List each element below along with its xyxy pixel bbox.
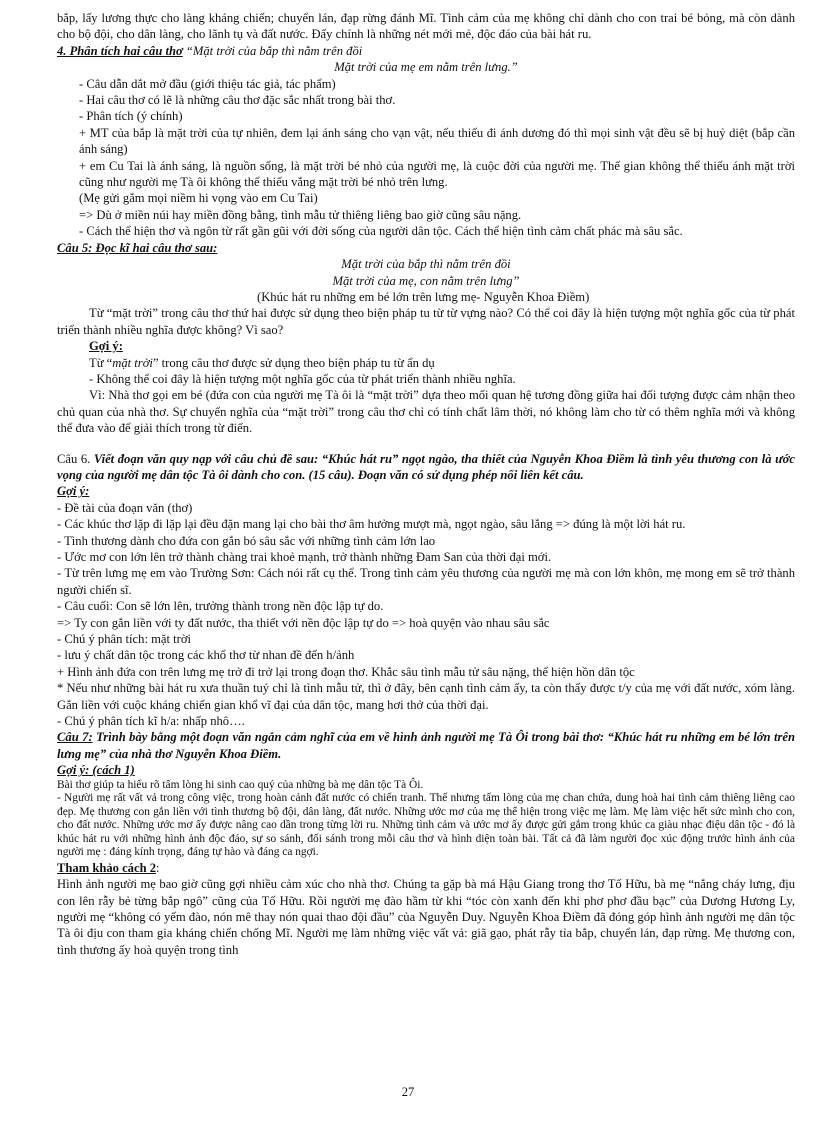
list-item: - Hai câu thơ có lẽ là những câu thơ đặc sắc nhất trong bài thơ. xyxy=(79,93,396,108)
hint-label: Gợi ý: xyxy=(89,339,123,354)
page-number: 27 xyxy=(401,1085,415,1099)
section-4-heading: 4. Phân tích hai câu thơ “Mặt trời của bắp thì nằm trên đồi xyxy=(57,43,363,58)
paragraph: Bài thơ giúp ta hiểu rõ tấm lòng hi sinh cao quý của những bà mẹ dân tộc Tà Ôi. xyxy=(57,778,424,791)
verse-line: Mặt trời của bắp thì nằm trên đồi xyxy=(341,257,511,272)
list-item: + Hình ảnh đứa con trên lưng mẹ trở đi trở lại trong đoạn thơ. Khắc sâu tình mẫu tử sâu nặng, thể hiện hồn dân tộc xyxy=(57,664,635,679)
hint-label: Gợi ý: xyxy=(57,484,90,499)
spacer xyxy=(57,437,795,451)
answer: - Không thể coi đây là hiện tượng một nghĩa gốc của từ phát triển thành nhiều nghĩa. xyxy=(89,371,516,386)
list-item: - Tình thương dành cho đứa con gắn bó sâu sắc với những tình cảm lớn lao xyxy=(57,533,436,548)
list-item: - Câu cuối: Con sẽ lớn lên, trưởng thành trong nền độc lập tự do. xyxy=(57,599,384,614)
section-7-heading: Câu 7: Trình bày bằng một đoạn văn ngắn cảm nghĩ của em về hình ảnh người mẹ Tà Ôi trong bài thơ: “Khúc hát ru những em bé lớn trên lưng mẹ” của nhà thơ Nguyễn Khoa Điềm. xyxy=(57,730,795,761)
answer: Vì: Nhà thơ gọi em bé (đứa con của người mẹ Tà ôi là “mặt trời” dựa theo mối quan hệ tương đồng giữa hai đối tượng được cảm nhận theo chủ quan của nhà thơ. Sự chuyển nghĩa của “mặt trời” trong câu thơ chỉ có tính chất lâm thời, nó không làm cho từ có thêm nghĩa mới và không thể đưa vào để giải thích trong từ điển. xyxy=(57,388,795,436)
reference-label: Tham khảo cách 2: xyxy=(57,860,160,875)
paragraph: + em Cu Tai là ánh sáng, là nguồn sống, là mặt trời bé nhỏ của người mẹ, là cuộc đời của người mẹ. Thế gian không thể thiếu ánh mặt trời cũng như người mẹ Tà ôi không thể thiếu vắng mặt trời bé nhỏ trên lưng. xyxy=(79,158,795,190)
hint-label: Gợi ý: (cách 1) xyxy=(57,763,135,778)
paragraph: - Người mẹ rất vất vả trong công việc, trong hoàn cảnh đất nước có chiến tranh. Thế nhưng tấm lòng của mẹ chan chứa, dung hoà hai tình cảm thiêng liêng cao đẹp. Mẹ thương con gắn liền với tình thương bộ đội, dân làng, đất nước. Những ước mơ của mẹ thể hiện trong việc mẹ làm. Mẹ làm việc hết sức mình cho con, cho đất nước. Những ước mơ ấy được nâng cao dần trong từng lời ru. Những tình cảm và ước mơ ấy được gửi gắm trong khúc ca giàu nhạc điệu dân tộc - đó là khúc hát ru với những hình ảnh độc đáo, sự so sánh, đối sánh trong mỗi câu thơ và hình diện toàn bài. Tất cả đã làm người đọc xúc động trước hình ảnh của người mẹ : đáng kính trọng, đáng tự hào và đáng ca ngợi. xyxy=(57,792,795,859)
document-page xyxy=(57,10,795,958)
list-item: - Đề tài của đoạn văn (thơ) xyxy=(57,500,193,515)
section-4-quote: Mặt trời của mẹ em nằm trên lưng.” xyxy=(334,60,518,75)
list-item: - Các khúc thơ lặp đi lặp lại đều đặn mang lại cho bài thơ âm hưởng mượt mà, ngọt ngào, sâu lắng => đúng là một lời hát ru. xyxy=(57,517,686,532)
list-item: - Ước mơ con lớn lên trở thành chàng trai khoẻ mạnh, trở thành những Đam San của thời đại mới. xyxy=(57,550,552,564)
question: Từ “mặt trời” trong câu thơ thứ hai được sử dụng theo biện pháp tu từ từ vựng nào? Có thể coi đây là hiện tượng một nghĩa gốc của từ phát triển thành nhiều nghĩa được không? Vì sao? xyxy=(57,306,795,337)
paragraph: - Cách thể hiện thơ và ngôn từ rất gần gũi với đời sống của người dân tộc. Cách thể hiện tình cảm chất phác mà sâu sắc. xyxy=(79,224,683,239)
answer: Từ “mặt trời” trong câu thơ được sử dụng theo biện pháp tu từ ẩn dụ xyxy=(89,355,435,370)
list-item: - Từ trên lưng mẹ em vào Trường Sơn: Cách nói rất cụ thể. Trong tình cảm yêu thương của người mẹ mà con lớn khôn, mẹ mong em sẽ trở thành người chiến sĩ. xyxy=(57,566,795,597)
paragraph: => Dù ở miền núi hay miền đồng bằng, tình mẫu tử thiêng liêng bao giờ cũng sâu nặng. xyxy=(79,207,522,222)
paragraph: (Mẹ gửi gắm mọi niềm hi vọng vào em Cu Tai) xyxy=(79,191,318,206)
list-item: => Ty con gắn liền với ty đất nước, tha thiết với nền độc lập tự do => hoà quyện vào nhau sâu sắc xyxy=(57,615,550,630)
list-item: - lưu ý chất dân tộc trong các khổ thơ từ nhan đề đến h/ảnh xyxy=(57,648,355,663)
section-6-heading: Câu 6. Viết đoạn văn quy nạp với câu chủ đề sau: “Khúc hát ru” ngọt ngào, tha thiết của Nguyễn Khoa Điềm là tình yêu thương con là ước vọng của người mẹ dân tộc Tà ôi dành cho con. (15 câu). Đoạn văn có sử dụng phép nối liên kết câu. xyxy=(57,451,795,482)
verse-source: (Khúc hát ru những em bé lớn trên lưng mẹ- Nguyễn Khoa Điềm) xyxy=(257,289,590,304)
list-item: - Câu dẫn dắt mở đầu (giới thiệu tác giả, tác phẩm) xyxy=(79,76,336,91)
list-item: - Phân tích (ý chính) xyxy=(79,109,183,124)
verse-line: Mặt trời của mẹ, con nằm trên lưng” xyxy=(332,273,520,288)
list-item: - Chú ý phân tích kĩ h/a: nhấp nhô…. xyxy=(57,714,245,729)
list-item: - Chú ý phân tích: mặt trời xyxy=(57,632,191,647)
list-item: * Nếu như những bài hát ru xưa thuần tuý chỉ là tình mẫu tử, thì ở đây, bên cạnh tình cảm ấy, ta còn thấy được t/y của mẹ với đất nước, xóm làng. Gắn liền với cuộc kháng chiến gian khổ vĩ đại của dân tộc, mang hơi thở của thời đại. xyxy=(57,681,795,712)
section-5-heading: Câu 5: Đọc kĩ hai câu thơ sau: xyxy=(57,240,218,255)
paragraph: Hình ảnh người mẹ bao giờ cũng gợi nhiều cảm xúc cho nhà thơ. Chúng ta gặp bà má Hậu Giang trong thơ Tố Hữu, bà mẹ “nắng cháy lưng, địu con lên rẫy bẻ từng bắp ngô” cũng của Tố Hữu. Rồi người mẹ đào hầm từ khi “tóc còn xanh đến khi phơ phơ đầu bạc” của Dương Hương Ly, người mẹ “không có yếm đào, nón mê thay nón quai thao đội đầu” của Nguyễn Duy. Nguyễn Khoa Điềm đã đóng góp hình ảnh người mẹ dân tộc Tà ôi địu con tham gia kháng chiến chống Mĩ. Người mẹ làm những việc vất vả: giã gạo, phát rẫy tỉa bắp, chuyển lán, đạp rừng. Mẹ thương con, tình thương ấy hoà quyện trong tình xyxy=(57,877,795,957)
paragraph: + MT của bắp là mặt trời của tự nhiên, đem lại ánh sáng cho vạn vật, nếu thiếu đi ánh dương đó thì mọi sinh vật đều sẽ bị huỷ diệt (bắp cần ánh sáng) xyxy=(79,125,795,157)
paragraph-intro: bắp, lấy lương thực cho làng kháng chiến; chuyển lán, đạp rừng đánh Mĩ. Tình cảm của mẹ không chỉ dành cho con trai bé bỏng, mà còn dành cho bộ đội, cho dân làng, cho lãnh tụ và đất nước. Đấy chính là những nét mới mẻ, độc đáo của bài hát ru. xyxy=(57,11,795,42)
